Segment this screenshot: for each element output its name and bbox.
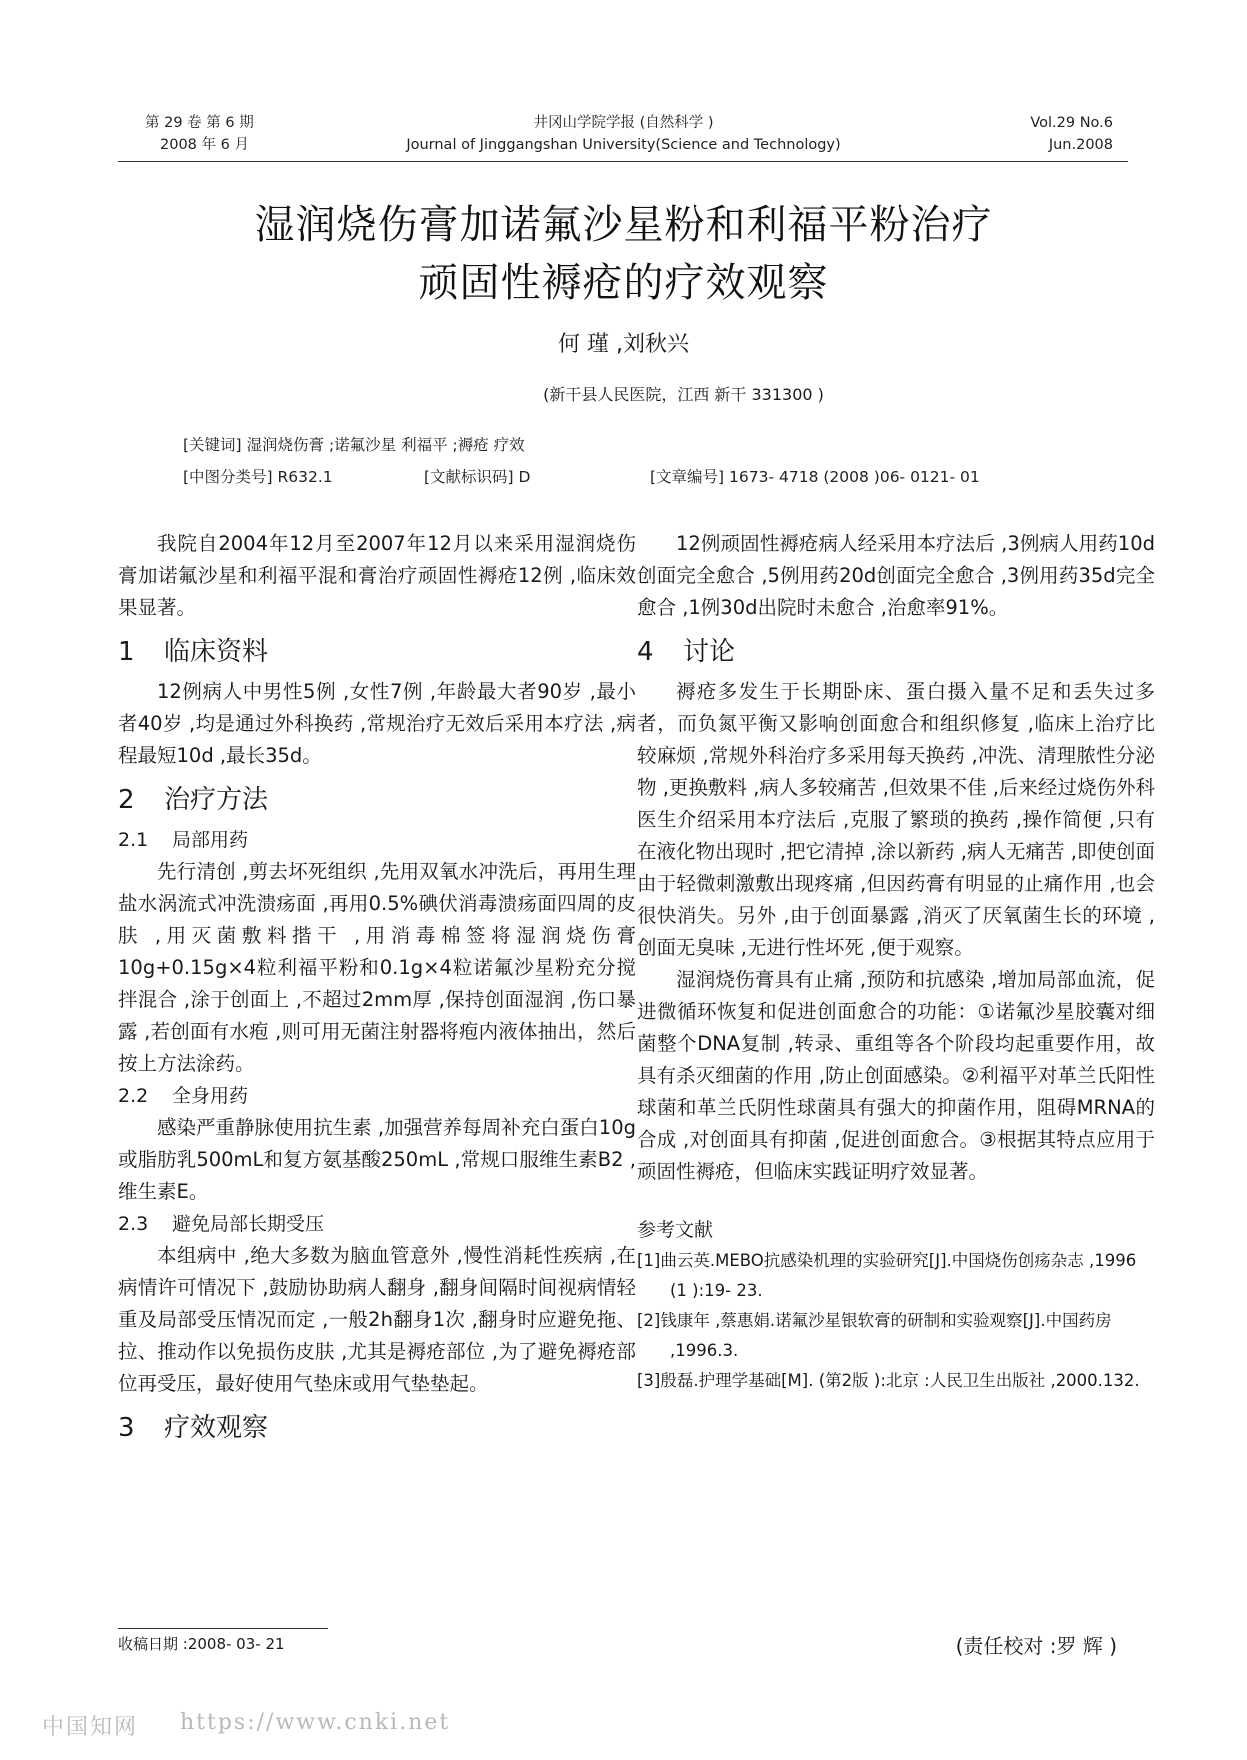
document-code: [文献标识码] D [424,468,531,486]
paragraph: 湿润烧伤膏具有止痛 ,预防和抗感染 ,增加局部血流，促进微循环恢复和促进创面愈合的功能：①诺氟沙星胶囊对细菌整个DNA复制 ,转录、重组等各个阶段均起重要作用，故具有杀灭细菌的作用 ,防止创面感染。②利福平对革兰氏阳性球菌和革兰氏阴性球菌具有强大的抑菌作用，阻碍MRNA的合成 ,对创面具有抑菌 ,促进创面愈合。③根据其特点应用于顽固性褥疮，但临床实践证明疗效显著。 [637,968,1155,1183]
reference-item: [3]殷磊.护理学基础[M]. (第2版 ):北京 :人民卫生出版社 ,2000.132. [637,1371,1140,1390]
cnki-watermark-url: https://www.cnki.net [180,1710,451,1735]
paragraph: 感染严重静脉使用抗生素 ,加强营养每周补充白蛋白10g或脂肪乳500mL和复方氨基酸250mL ,常规口服维生素B2 ,维生素E。 [118,1116,636,1203]
header-rule [118,161,1128,162]
section-title: 治疗方法 [164,785,269,815]
date-en: Jun.2008 [1048,137,1113,153]
authors: 何 瑾 ,刘秋兴 [558,332,689,357]
footnote-rule [118,1628,328,1629]
section-title: 临床资料 [164,637,269,667]
section-heading [637,624,1155,676]
references-heading: 参考文献 [637,1219,714,1241]
right-column [637,528,1155,1396]
article-title-line2: 顽固性褥疮的疗效观察 [418,260,829,306]
received-date: 收稿日期 :2008- 03- 21 [118,1635,285,1653]
section-title: 疗效观察 [164,1413,269,1443]
subsection-title: 局部用药 [172,829,249,851]
date-cn: 2008 年 6 月 [160,137,249,153]
section-number: 4 [637,637,654,667]
subsection-heading [118,824,636,856]
paragraph: 褥疮多发生于长期卧床、蛋白摄入量不足和丢失过多者，而负氮平衡又影响创面愈合和组织修复 ,临床上治疗比较麻烦 ,常规外科治疗多采用每天换药 ,冲洗、清理脓性分泌物 ,更换敷料 ,病人多较痛苦 ,但效果不佳 ,后来经过烧伤外科医生介绍采用本疗法后 ,克服了繁琐的换药 ,操作简便 ,只有在液化物出现时 ,把它清掉 ,涂以新药 ,病人无痛苦 ,即使创面由于轻微刺激敷出现疼痛 ,但因药膏有明显的止痛作用 ,也会很快消失。另外 ,由于创面暴露 ,消灭了厌氧菌生长的环境 ,创面无臭味 ,无进行性坏死 ,便于观察。 [637,680,1155,959]
paragraph: 本组病中 ,绝大多数为脑血管意外 ,慢性消耗性疾病 ,在病情许可情况下 ,鼓励协助病人翻身 ,翻身间隔时间视病情轻重及局部受压情况而定 ,一般2h翻身1次 ,翻身时应避免拖、拉、推动作以免损伤皮肤 ,尤其是褥疮部位 ,为了避免褥疮部位再受压，最好使用气垫床或用气垫垫起。 [118,1244,636,1395]
subsection-heading [118,1080,636,1112]
section-heading [118,1400,636,1452]
paragraph: 12例顽固性褥疮病人经采用本疗法后 ,3例病人用药10d创面完全愈合 ,5例用药20d创面完全愈合 ,3例用药35d完全愈合 ,1例30d出院时未愈合 ,治愈率91%。 [637,532,1155,619]
journal-name-en: Journal of Jinggangshan University(Science and Technology) [406,137,841,153]
section-number: 2 [118,785,135,815]
responsible-corrector: (责任校对 :罗 辉 ) [955,1634,1117,1658]
subsection-number: 2.3 [118,1213,149,1235]
volume-issue-cn: 第 29 卷 第 6 期 [145,115,254,131]
section-number: 1 [118,637,135,667]
affiliation: (新干县人民医院，江西 新干 331300 ) [543,385,824,404]
section-heading [118,624,636,676]
subsection-number: 2.1 [118,829,149,851]
subsection-title: 避免局部长期受压 [172,1213,325,1235]
cnki-watermark-cn: 中国知网 [42,1715,139,1740]
section-number: 3 [118,1413,135,1443]
section-title: 讨论 [683,637,736,667]
reference-item: [1]曲云英.MEBO抗感染机理的实验研究[J].中国烧伤创疡杂志 ,1996 (1 ):19- 23. [637,1251,1137,1300]
reference-item: [2]钱康年 ,蔡惠娟.诺氟沙星银软膏的研制和实验观察[J].中国药房 ,1996.3. [637,1311,1112,1360]
paragraph: 先行清创 ,剪去坏死组织 ,先用双氧水冲洗后，再用生理盐水涡流式冲洗溃疡面 ,再用0.5%碘伏消毒溃疡面四周的皮肤 ,用灭菌敷料揩干 ,用消毒棉签将湿润烧伤膏10g+0.15g×4粒利福平粉和0.1g×4粒诺氟沙星粉充分搅拌混合 ,涂于创面上 ,不超过2mm厚 ,保持创面湿润 ,伤口暴露 ,若创面有水疱 ,则可用无菌注射器将疱内液体抽出，然后按上方法涂药。 [118,860,636,1075]
subsection-title: 全身用药 [172,1085,249,1107]
journal-name-cn: 井冈山学院学报 (自然科学 ) [533,115,714,131]
subsection-number: 2.2 [118,1085,149,1107]
intro-paragraph: 我院自2004年12月至2007年12月以来采用湿润烧伤膏加诺氟沙星和利福平混和膏治疗顽固性褥疮12例 ,临床效果显著。 [118,532,636,619]
section-heading [118,772,636,824]
clc-number: [中图分类号] R632.1 [183,468,333,486]
volume-issue-en: Vol.29 No.6 [1030,115,1113,131]
article-number: [文章编号] 1673- 4718 (2008 )06- 0121- 01 [650,468,980,486]
keywords: [关键词] 湿润烧伤膏 ;诺氟沙星 利福平 ;褥疮 疗效 [183,436,525,454]
left-column [118,528,636,1452]
article-title-line1: 湿润烧伤膏加诺氟沙星粉和利福平粉治疗 [254,202,993,248]
subsection-heading [118,1208,636,1240]
paragraph: 12例病人中男性5例 ,女性7例 ,年龄最大者90岁 ,最小者40岁 ,均是通过外科换药 ,常规治疗无效后采用本疗法 ,病程最短10d ,最长35d。 [118,680,636,767]
